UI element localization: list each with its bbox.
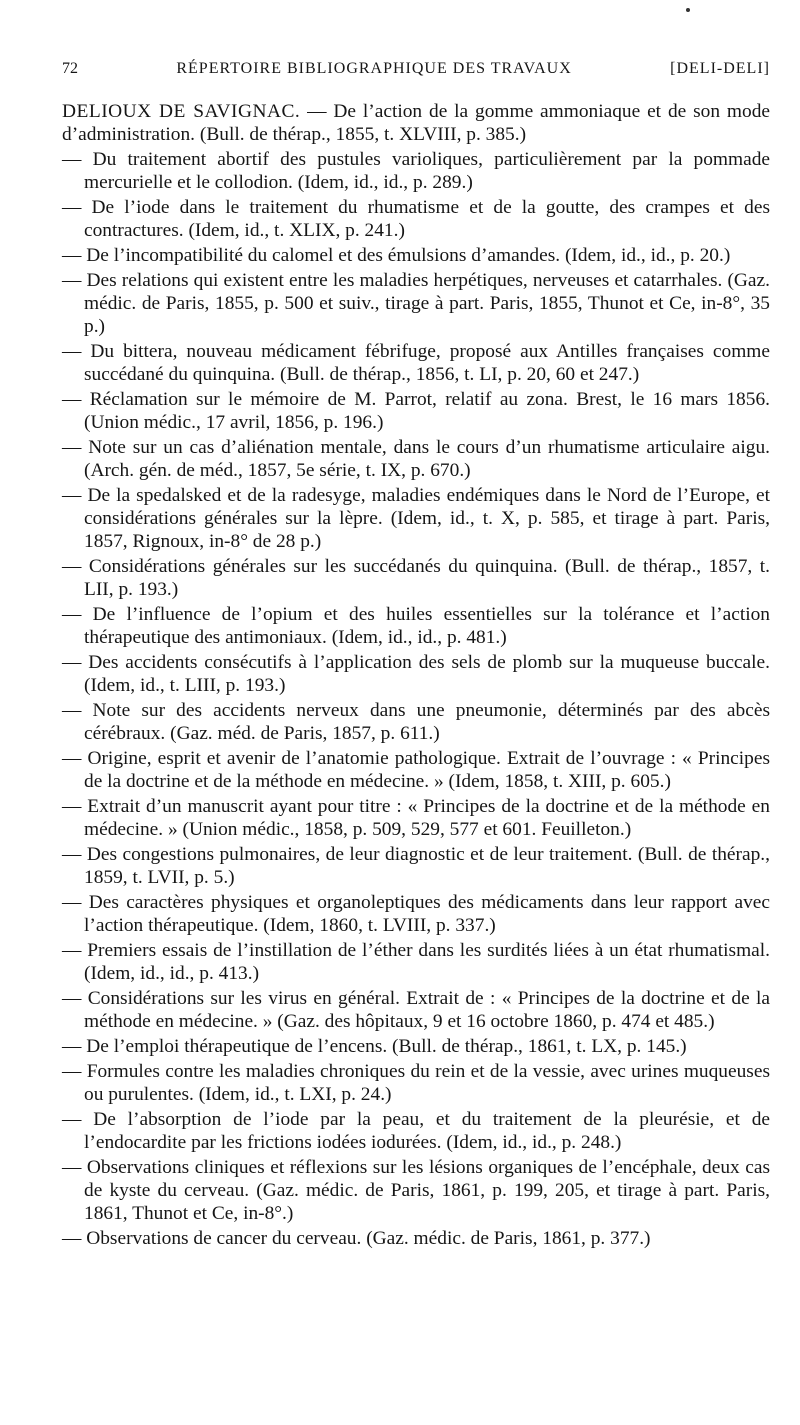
bibliography-entry: — De la spedalsked et de la radesyge, maladies endémiques dans le Nord de l’Europe, et considérations générales sur la lèpre. (Idem, id., t. X, p. 585, et tirage à part. Paris, 1857, Rignoux, in-8° de 28 p.) (62, 485, 770, 553)
bibliography-entry: — Réclamation sur le mémoire de M. Parrot, relatif au zona. Brest, le 16 mars 1856. (Union médic., 17 avril, 1856, p. 196.) (62, 389, 770, 434)
bibliography-entry: — Formules contre les maladies chroniques du rein et de la vessie, avec urines muqueuses ou purulentes. (Idem, id., t. LXI, p. 24.) (62, 1061, 770, 1106)
document-page (62, 58, 770, 1252)
bibliography-entry (62, 100, 770, 146)
bibliography-entry: — Considérations sur les virus en général. Extrait de : « Principes de la doctrine et de la méthode en médecine. » (Gaz. des hôpitaux, 9 et 16 octobre 1860, p. 474 et 485.) (62, 988, 770, 1033)
bibliography-entry: — Extrait d’un manuscrit ayant pour titre : « Principes de la doctrine et de la méthode en médecine. » (Union médic., 1858, p. 509, 529, 577 et 601. Feuilleton.) (62, 796, 770, 841)
entry-author: DELIOUX DE SAVIGNAC. (62, 101, 301, 122)
page-number: 72 (62, 60, 78, 77)
bibliography-entry: — Des relations qui existent entre les maladies herpétiques, nerveuses et catarrhales. (Gaz. médic. de Paris, 1855, p. 500 et suiv., tirage à part. Paris, 1855, Thunot et Ce, in-8°, 35 p.) (62, 269, 770, 338)
bibliography-entry: — Des caractères physiques et organoleptiques des médicaments dans leur rapport avec l’action thérapeutique. (Idem, 1860, t. LVIII, p. 337.) (62, 892, 770, 937)
bibliography-entry: — Considérations générales sur les succédanés du quinquina. (Bull. de thérap., 1857, t. LII, p. 193.) (62, 556, 770, 601)
entry-list (62, 100, 770, 1250)
bibliography-entry: — Observations cliniques et réflexions sur les lésions organiques de l’encéphale, deux cas de kyste du cerveau. (Gaz. médic. de Paris, 1861, p. 199, 205, et tirage à part. Paris, 1861, Thunot et Ce, in-8°.) (62, 1157, 770, 1225)
bibliography-entry: — Note sur un cas d’aliénation mentale, dans le cours d’un rhumatisme articulaire aigu. (Arch. gén. de méd., 1857, 5e série, t. IX, p. 670.) (62, 437, 770, 482)
print-speck (686, 8, 690, 12)
page-header (62, 58, 770, 80)
bibliography-entry: — Premiers essais de l’instillation de l’éther dans les surdités liées à un état rhumatismal. (Idem, id., id., p. 413.) (62, 940, 770, 985)
bibliography-entry: — De l’incompatibilité du calomel et des émulsions d’amandes. (Idem, id., id., p. 20.) (62, 245, 731, 266)
bibliography-entry: — Du bittera, nouveau médicament fébrifuge, proposé aux Antilles françaises comme succédané du quinquina. (Bull. de thérap., 1856, t. LI, p. 20, 60 et 247.) (62, 341, 770, 386)
running-title: RÉPERTOIRE BIBLIOGRAPHIQUE DES TRAVAUX (176, 60, 572, 77)
bibliography-entry: — Des accidents consécutifs à l’application des sels de plomb sur la muqueuse buccale. (Idem, id., t. LIII, p. 193.) (62, 652, 770, 697)
bibliography-entry: — Origine, esprit et avenir de l’anatomie pathologique. Extrait de l’ouvrage : « Principes de la doctrine et de la méthode en médecine. » (Idem, 1858, t. XIII, p. 605.) (62, 748, 770, 793)
bibliography-entry: — Du traitement abortif des pustules varioliques, particulièrement par la pommade mercurielle et le collodion. (Idem, id., id., p. 289.) (62, 149, 770, 194)
bibliography-entry: — De l’absorption de l’iode par la peau, et du traitement de la pleurésie, et de l’endocardite par les frictions iodées iodurées. (Idem, id., id., p. 248.) (62, 1109, 770, 1154)
entry-text: — De l’action de la gomme ammoniaque et de son mode d’administration. (Bull. de thérap., 1855, t. XLVIII, p. 385.) (62, 101, 770, 146)
bibliography-entry: — De l’influence de l’opium et des huiles essentielles sur la tolérance et l’action thérapeutique des antimoniaux. (Idem, id., id., p. 481.) (62, 604, 770, 649)
bibliography-entry: — Note sur des accidents nerveux dans une pneumonie, déterminés par des abcès cérébraux. (Gaz. méd. de Paris, 1857, p. 611.) (62, 700, 770, 745)
section-range: [DELI-DELI] (670, 60, 770, 77)
bibliography-entry: — Des congestions pulmonaires, de leur diagnostic et de leur traitement. (Bull. de thérap., 1859, t. LVII, p. 5.) (62, 844, 770, 889)
bibliography-entry: — De l’iode dans le traitement du rhumatisme et de la goutte, des crampes et des contractures. (Idem, id., t. XLIX, p. 241.) (62, 197, 770, 242)
bibliography-entry: — Observations de cancer du cerveau. (Gaz. médic. de Paris, 1861, p. 377.) (62, 1228, 651, 1250)
bibliography-entry: — De l’emploi thérapeutique de l’encens. (Bull. de thérap., 1861, t. LX, p. 145.) (62, 1036, 687, 1058)
